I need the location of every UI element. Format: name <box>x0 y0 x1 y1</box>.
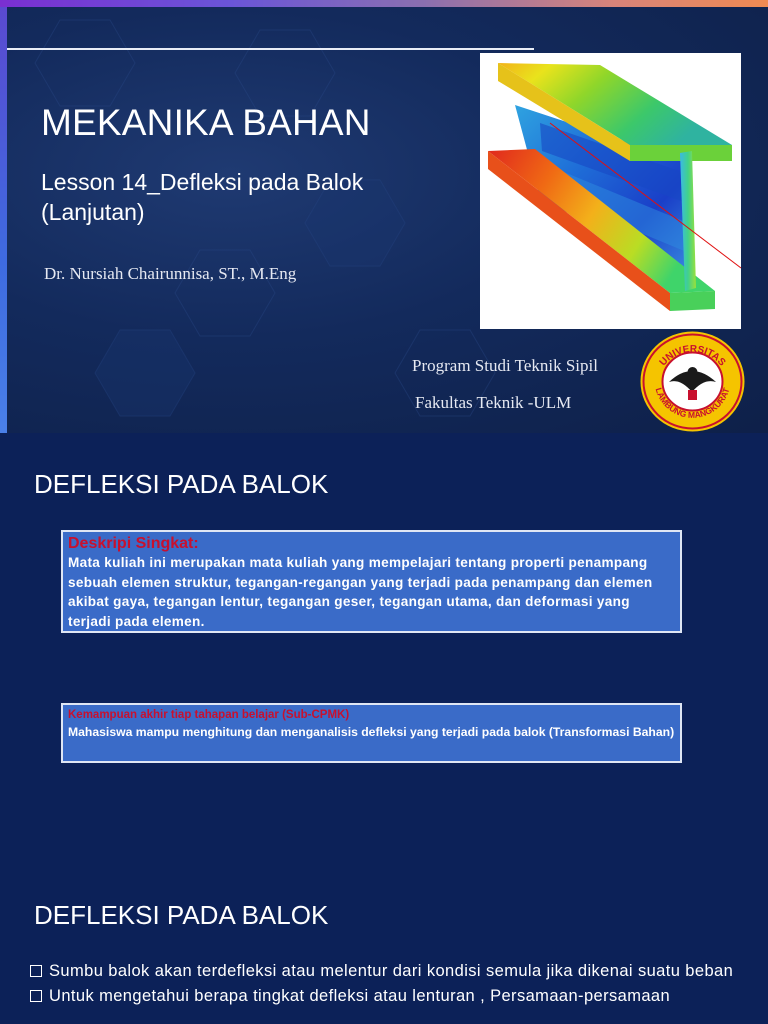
title-slide <box>0 0 768 433</box>
svg-text:LAMBUNG MANGKURAT: LAMBUNG MANGKURAT <box>653 386 732 420</box>
i-beam-stress-render <box>480 53 741 329</box>
lesson-subtitle: Lesson 14_Defleksi pada Balok (Lanjutan) <box>41 169 364 225</box>
description-text: Mata kuliah ini merupakan mata kuliah yang mempelajari tentang properti penampang sebuah elemen struktur, tegangan-regangan yang terjadi pada penampang dan elemen akibat gaya, tegangan lentur, tegangan geser, tegangan utama, dan deformasi yang terjadi pada elemen. <box>68 555 653 629</box>
list-item <box>30 959 760 984</box>
faculty-name: Fakultas Teknik -ULM <box>415 393 572 412</box>
top-accent-bar <box>0 0 768 7</box>
beam-deflection-image <box>480 53 741 329</box>
slide-heading: DEFLEKSI PADA BALOK <box>34 469 329 499</box>
description-slide <box>0 433 768 865</box>
title-divider-line <box>7 48 534 50</box>
course-title: MEKANIKA BAHAN <box>41 102 371 143</box>
bullet-text: Untuk mengetahui berapa tingkat defleksi atau lenturan , Persamaan-persamaan <box>49 987 671 1005</box>
content-slide <box>0 865 768 1024</box>
author-name: Dr. Nursiah Chairunnisa, ST., M.Eng <box>44 264 297 283</box>
short-description-box <box>61 530 682 633</box>
slide-heading: DEFLEKSI PADA BALOK <box>34 900 329 930</box>
sub-cpmk-box <box>61 703 682 763</box>
sub-cpmk-text: Mahasiswa mampu menghitung dan menganalisis defleksi yang terjadi pada balok (Transformasi Bahan) <box>68 725 675 739</box>
bullet-list <box>30 959 760 1009</box>
description-title: Deskripi Singkat: <box>68 535 199 552</box>
university-logo <box>639 330 746 433</box>
sub-cpmk-title: Kemampuan akhir tiap tahapan belajar (Sub-CPMK) <box>68 709 350 721</box>
checkbox-bullet-icon <box>30 990 42 1002</box>
bullet-text: Sumbu balok akan terdefleksi atau melentur dari kondisi semula jika dikenai suatu beban <box>49 962 734 980</box>
list-item <box>30 984 760 1009</box>
left-accent-bar <box>0 7 7 433</box>
svg-text:UNIVERSITAS: UNIVERSITAS <box>657 343 728 369</box>
study-program: Program Studi Teknik Sipil <box>412 356 598 375</box>
checkbox-bullet-icon <box>30 965 42 977</box>
